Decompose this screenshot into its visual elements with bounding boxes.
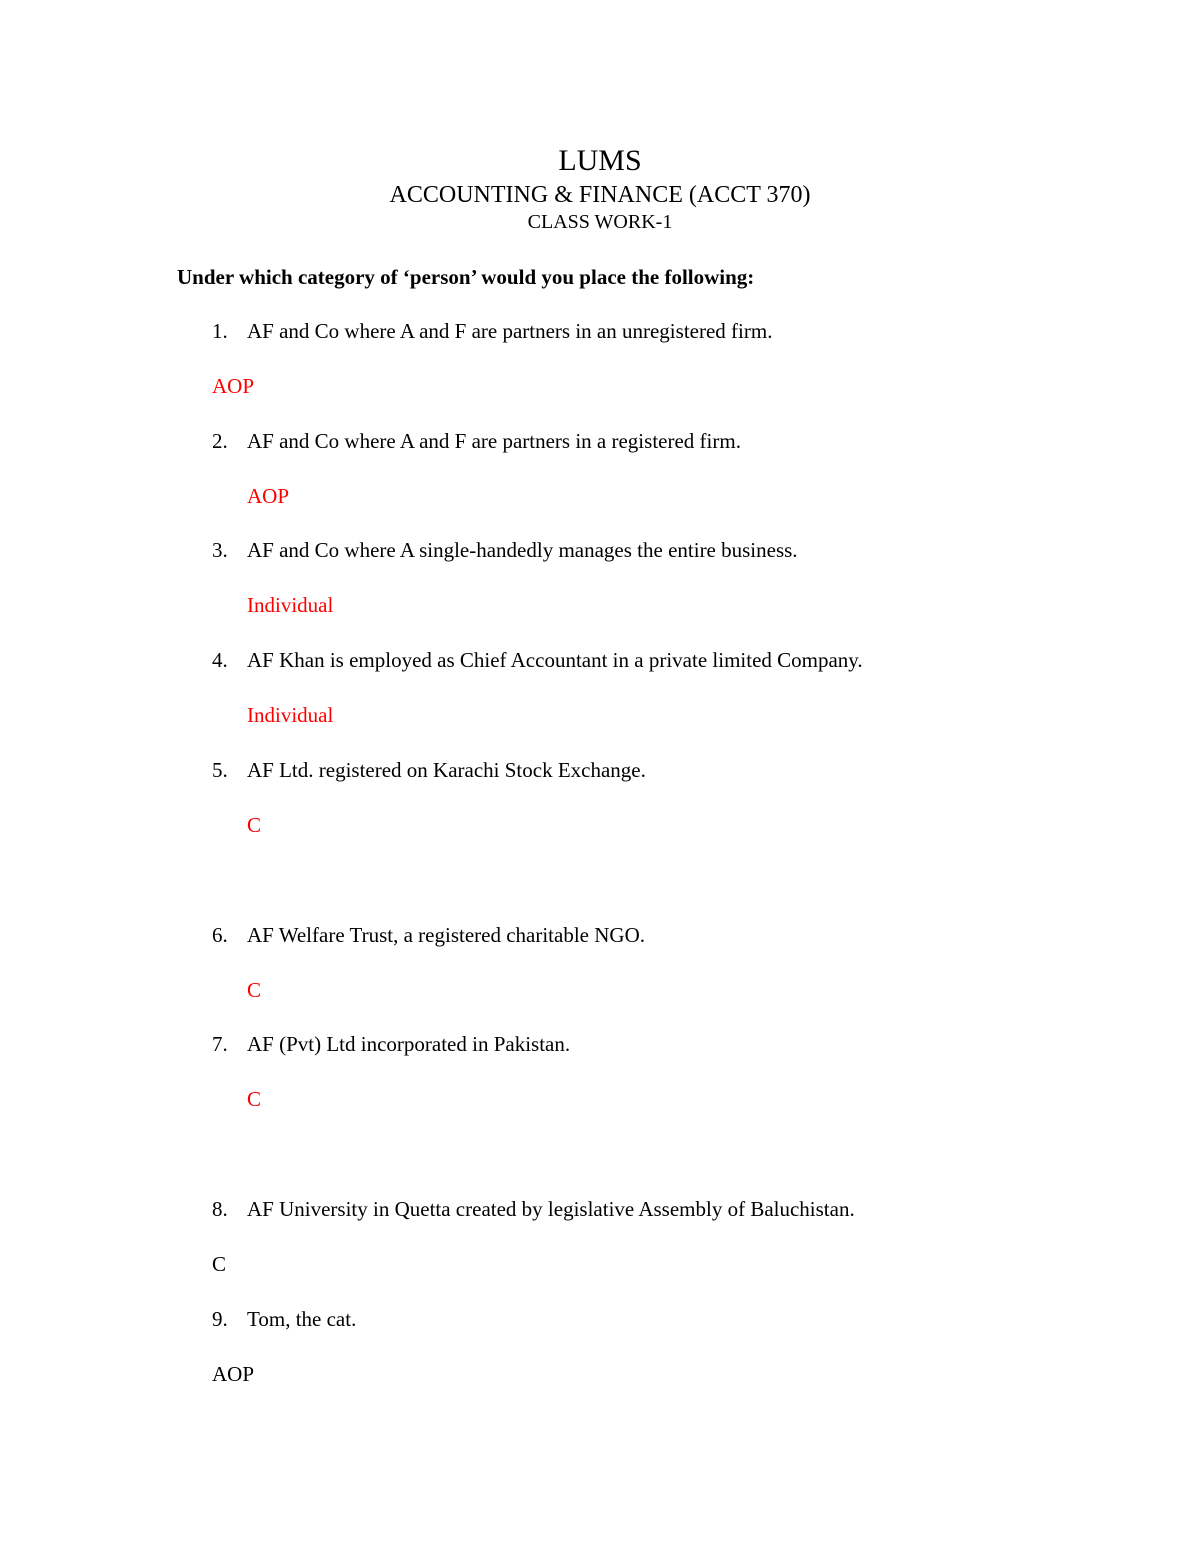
answer-text: C: [247, 1087, 262, 1111]
question-text: AF and Co where A single-handedly manages the entire business.: [247, 538, 798, 562]
question-text: AF Welfare Trust, a registered charitable NGO.: [247, 923, 645, 947]
course-title: ACCOUNTING & FINANCE (ACCT 370): [389, 182, 811, 208]
question-number: 6.: [212, 923, 228, 947]
question-number: 2.: [212, 429, 228, 453]
question-number: 7.: [212, 1032, 228, 1056]
instruction-heading: Under which category of ‘person’ would you place the following:: [177, 265, 755, 289]
question-number: 8.: [212, 1197, 228, 1221]
question-number: 1.: [212, 319, 228, 343]
question-number: 4.: [212, 648, 228, 672]
question-text: AF and Co where A and F are partners in an unregistered firm.: [247, 319, 773, 343]
question-number: 9.: [212, 1307, 228, 1331]
question-text: AF Khan is employed as Chief Accountant in a private limited Company.: [247, 648, 863, 672]
question-number: 5.: [212, 758, 228, 782]
question-text: AF Ltd. registered on Karachi Stock Exchange.: [247, 758, 646, 782]
page-title: LUMS: [558, 144, 642, 177]
question-number: 3.: [212, 538, 228, 562]
answer-text: Individual: [247, 593, 334, 617]
question-text: AF and Co where A and F are partners in a registered firm.: [247, 429, 741, 453]
question-text: AF (Pvt) Ltd incorporated in Pakistan.: [247, 1032, 571, 1056]
answer-text: AOP: [247, 484, 290, 508]
question-text: AF University in Quetta created by legislative Assembly of Baluchistan.: [247, 1197, 855, 1221]
answer-text: AOP: [212, 374, 255, 398]
answer-text: C: [247, 978, 262, 1002]
answer-text: AOP: [212, 1362, 255, 1386]
answer-text: C: [212, 1252, 227, 1276]
answer-text: C: [247, 813, 262, 837]
answer-text: Individual: [247, 703, 334, 727]
question-text: Tom, the cat.: [247, 1307, 357, 1331]
classwork-label: CLASS WORK-1: [527, 211, 673, 233]
